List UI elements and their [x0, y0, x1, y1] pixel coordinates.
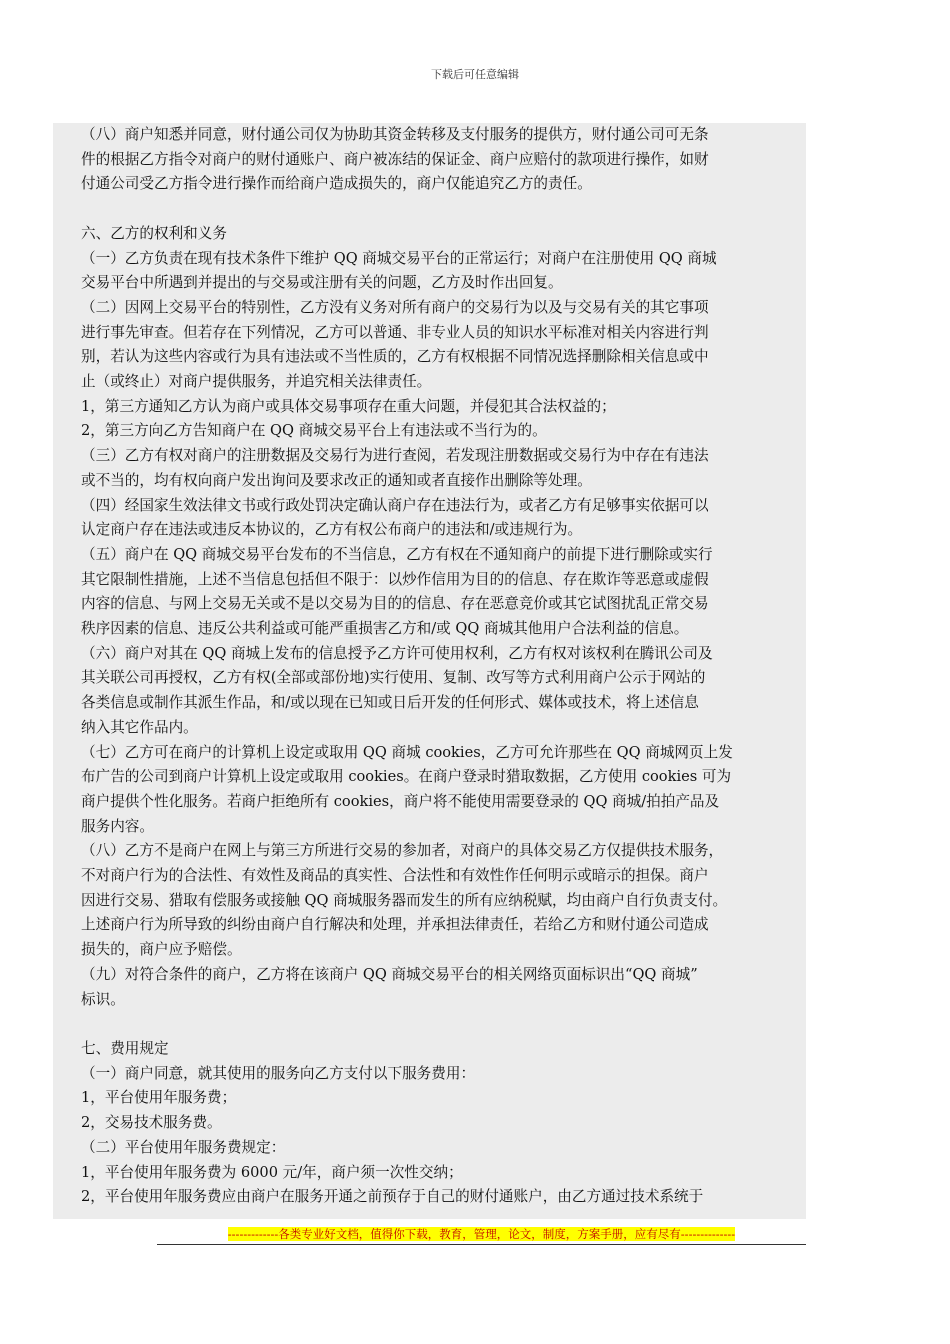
blank-line [81, 1012, 806, 1037]
page-header: 下载后可任意编辑 [431, 68, 519, 81]
text-line: 服务内容。 [81, 817, 154, 835]
text-line: 或不当的，均有权向商户发出询问及要求改正的通知或者直接作出删除等处理。 [81, 471, 592, 489]
text-line: （九）对符合条件的商户，乙方将在该商户 QQ 商城交易平台的相关网络页面标识出“QQ 商城” [81, 965, 698, 983]
text-line: 其关联公司再授权，乙方有权(全部或部份地)实行使用、复制、改写等方式利用商户公示于网站的 [81, 669, 706, 687]
text-line: （七）乙方可在商户的计算机上设定或取用 QQ 商城 cookies，乙方可允许那些在 QQ 商城网页上发 [81, 743, 733, 761]
text-line: （六）商户对其在 QQ 商城上发布的信息授予乙方许可使用权利，乙方有权对该权利在腾讯公司及 [81, 644, 713, 662]
text-line: （四）经国家生效法律文书或行政处罚决定确认商户存在违法行为，或者乙方有足够事实依据可以 [81, 496, 709, 514]
text-line: 进行事先审查。但若存在下列情况，乙方可以普通、非专业人员的知识水平标准对相关内容进行判 [81, 323, 709, 341]
footer-divider [157, 1244, 806, 1245]
text-line: （八）乙方不是商户在网上与第三方所进行交易的参加者，对商户的具体交易乙方仅提供技术服务， [81, 842, 724, 860]
text-line: 各类信息或制作其派生作品，和/或以现在已知或日后开发的任何形式、媒体或技术，将上述信息 [81, 694, 699, 712]
text-line: （一）商户同意，就其使用的服务向乙方支付以下服务费用： [81, 1064, 476, 1082]
footer-banner-text: -------------各类专业好文档，值得你下载，教育，管理，论文，制度，方案手册，应有尽有-------------- [227, 1227, 736, 1241]
text-line: 1，平台使用年服务费为 6000 元/年，商户须一次性交纳； [81, 1163, 463, 1181]
text-line: 件的根据乙方指令对商户的财付通账户、商户被冻结的保证金、商户应赔付的款项进行操作，如财 [81, 150, 709, 168]
text-line: 1，第三方通知乙方认为商户或具体交易事项存在重大问题，并侵犯其合法权益的； [81, 397, 616, 415]
text-line: 因进行交易、猎取有偿服务或接触 QQ 商城服务器而发生的所有应纳税赋，均由商户自行负责支付。 [81, 891, 728, 909]
text-line: （八）商户知悉并同意，财付通公司仅为协助其资金转移及支付服务的提供方，财付通公司可无条 [81, 126, 709, 143]
page-footer [157, 1226, 806, 1242]
text-line: （一）乙方负责在现有技术条件下维护 QQ 商城交易平台的正常运行；对商户在注册使用 QQ 商城 [81, 249, 717, 267]
text-line: （二）因网上交易平台的特别性，乙方没有义务对所有商户的交易行为以及与交易有关的其它事项 [81, 298, 709, 316]
text-line: （三）乙方有权对商户的注册数据及交易行为进行查阅，若发现注册数据或交易行为中存在有违法 [81, 447, 709, 465]
document-body [53, 123, 806, 1219]
text-line: 其它限制性措施，上述不当信息包括但不限于：以炒作信用为目的的信息、存在欺诈等恶意或虚假 [81, 570, 709, 588]
text-line: 止（或终止）对商户提供服务，并追究相关法律责任。 [81, 373, 432, 391]
text-line: 2，第三方向乙方告知商户在 QQ 商城交易平台上有违法或不当行为的。 [81, 422, 547, 440]
text-line: 交易平台中所遇到并提出的与交易或注册有关的问题，乙方及时作出回复。 [81, 274, 563, 292]
text-line: 认定商户存在违法或违反本协议的，乙方有权公布商户的违法和/或违规行为。 [81, 521, 583, 539]
text-line: 损失的，商户应予赔偿。 [81, 941, 242, 959]
text-line: 2，交易技术服务费。 [81, 1114, 222, 1132]
text-line: 六、乙方的权利和义务 [81, 224, 227, 242]
text-line: 纳入其它作品内。 [81, 718, 198, 736]
text-line: 上述商户行为所导致的纠纷由商户自行解决和处理，并承担法律责任，若给乙方和财付通公司造成 [81, 916, 709, 934]
text-line: 七、费用规定 [81, 1039, 169, 1057]
text-line: 别，若认为这些内容或行为具有违法或不当性质的，乙方有权根据不同情况选择删除相关信息或中 [81, 348, 709, 366]
text-line: 标识。 [81, 990, 125, 1008]
text-line: （五）商户在 QQ 商城交易平台发布的不当信息，乙方有权在不通知商户的前提下进行删除或实行 [81, 545, 713, 563]
text-line: 布广告的公司到商户计算机上设定或取用 cookies。在商户登录时猎取数据，乙方使用 cookies 可为 [81, 768, 732, 786]
text-line: 2，平台使用年服务费应由商户在服务开通之前预存于自己的财付通账户，由乙方通过技术系统于 [81, 1188, 704, 1206]
text-line: 付通公司受乙方指令进行操作而给商户造成损失的，商户仅能追究乙方的责任。 [81, 175, 592, 193]
text-line: 不对商户行为的合法性、有效性及商品的真实性、合法性和有效性作任何明示或暗示的担保。商户 [81, 867, 709, 885]
text-line: （二）平台使用年服务费规定： [81, 1138, 286, 1156]
text-line: 商户提供个性化服务。若商户拒绝所有 cookies，商户将不能使用需要登录的 QQ 商城/拍拍产品及 [81, 792, 720, 810]
text-line: 内容的信息、与网上交易无关或不是以交易为目的的信息、存在恶意竞价或其它试图扰乱正常交易 [81, 595, 709, 613]
text-line: 秩序因素的信息、违反公共利益或可能严重损害乙方和/或 QQ 商城其他用户合法利益的信息。 [81, 620, 689, 638]
text-line: 1，平台使用年服务费； [81, 1089, 237, 1107]
blank-line [81, 197, 806, 222]
